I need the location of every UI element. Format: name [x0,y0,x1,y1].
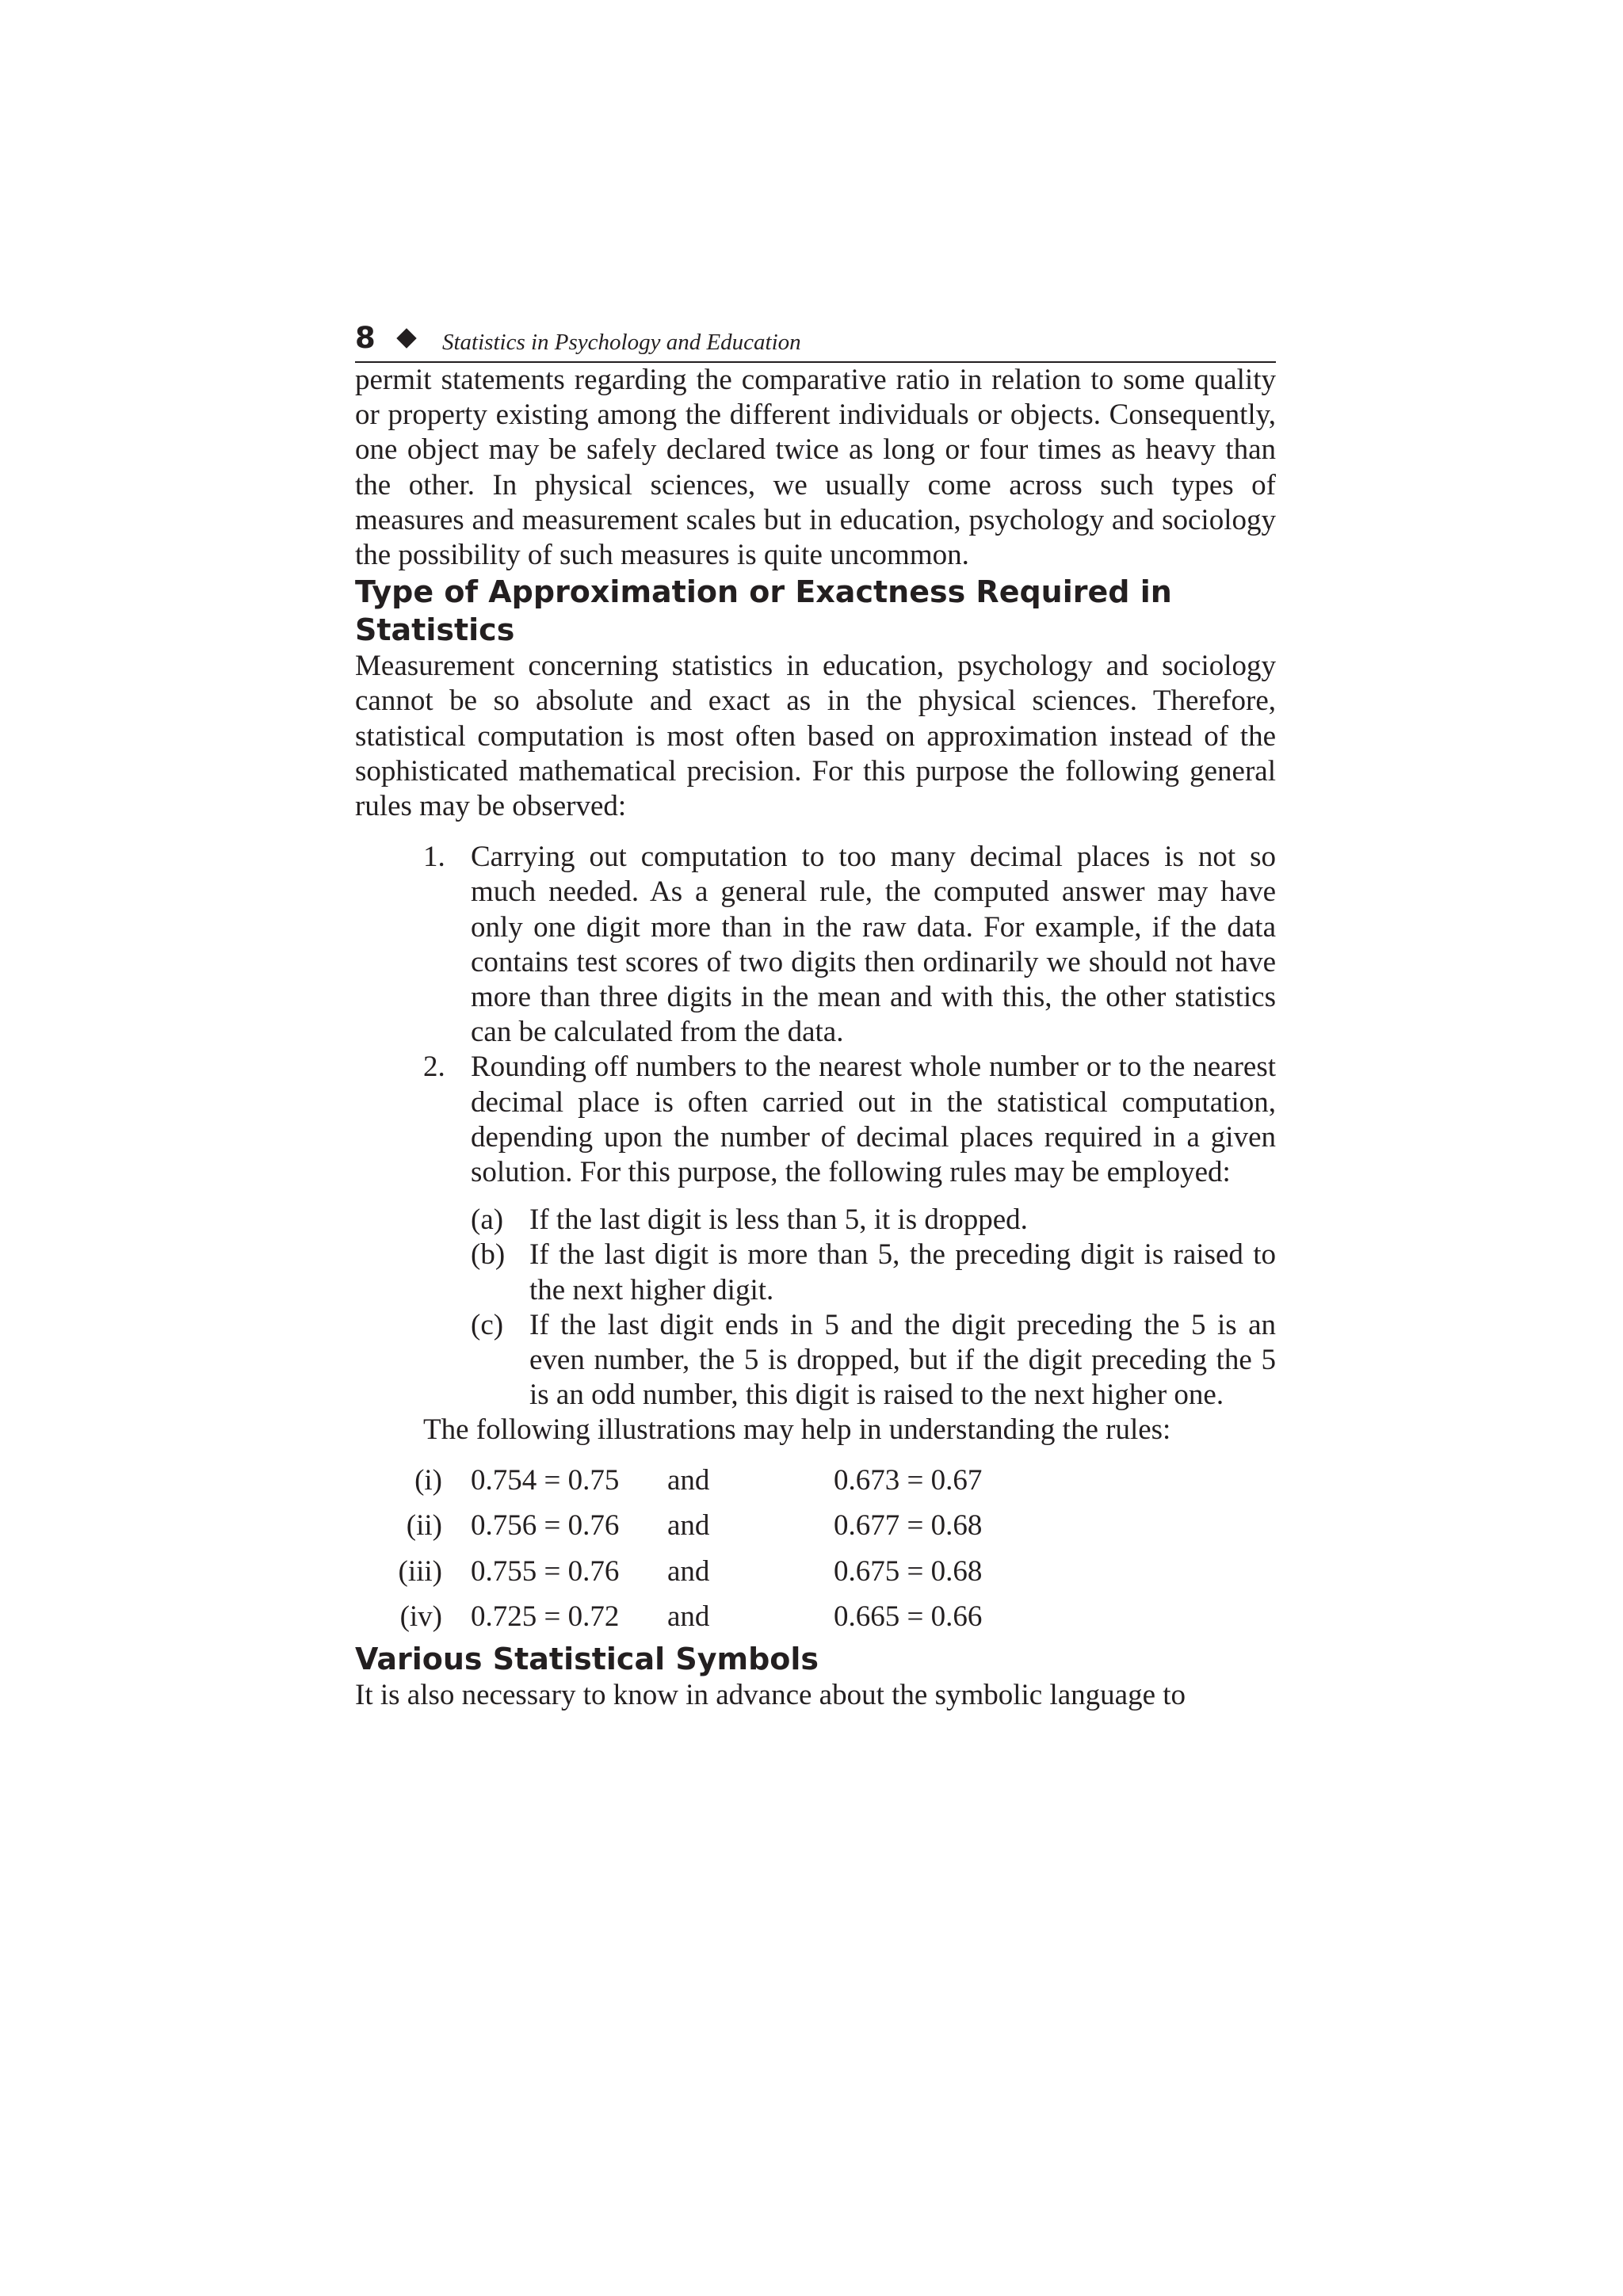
running-title: Statistics in Psychology and Education [442,330,801,355]
rule-item [355,840,1276,1050]
diamond-icon [396,328,416,348]
illustration-label: (iii) [398,1554,442,1588]
illustration-conjunction: and [667,1463,710,1497]
illustration-right: 0.673 = 0.67 [834,1463,983,1497]
illustration-label: (i) [414,1463,442,1497]
rules-list [355,840,1276,1413]
subrule-item [471,1238,1276,1307]
illustration-conjunction: and [667,1509,710,1543]
illustration-left: 0.756 = 0.76 [471,1509,620,1543]
section-paragraph-symbols: It is also necessary to know in advance about the symbolic language to [355,1678,1186,1711]
illustration-left: 0.725 = 0.72 [471,1600,620,1634]
rule-text: Rounding off numbers to the nearest whole number or to the nearest decimal place is often carried out in the statistical computation, depending upon the number of decimal places required in a given solution. For this purpose, the following rules may be employed: [471,1051,1276,1189]
running-header [355,323,1276,363]
subrule-text: If the last digit is less than 5, it is dropped. [529,1203,1028,1237]
subrule-text: If the last digit is more than 5, the preceding digit is raised to the next higher digit. [529,1238,1276,1306]
illustrations-table [355,1458,1040,1640]
illustration-intro: The following illustrations may help in understanding the rules: [423,1413,1171,1447]
illustration-conjunction: and [667,1600,710,1634]
page-number: 8 [355,321,376,355]
illustration-row [355,1594,1040,1640]
subrule-text: If the last digit ends in 5 and the digit preceding the 5 is an even number, the 5 is dropped, but if the digit preceding the 5 is an odd number, this digit is raised to the next higher one. [529,1308,1276,1412]
book-page [355,323,1276,1713]
rule-number: 2. [423,1051,445,1084]
illustration-left: 0.755 = 0.76 [471,1554,620,1588]
illustration-label: (iv) [399,1600,442,1634]
section-heading-symbols: Various Statistical Symbols [355,1641,819,1676]
rule-number: 1. [423,841,445,874]
illustration-left: 0.754 = 0.75 [471,1463,620,1497]
illustration-right: 0.675 = 0.68 [834,1554,983,1588]
illustration-row [355,1503,1040,1549]
illustration-right: 0.677 = 0.68 [834,1509,983,1543]
illustration-label: (ii) [406,1509,442,1543]
rule-text: Carrying out computation to too many decimal places is not so much needed. As a general rule, the computed answer may have only one digit more than in the raw data. For example, if the data contains test scores of two digits then ordinarily we should not have more than three digits in the mean and with this, the other statistics can be calculated from the data. [471,841,1276,1049]
subrule-label: (a) [471,1203,504,1237]
subrule-label: (c) [471,1308,504,1341]
section-heading-approximation: Type of Approximation or Exactness Required in Statistics [355,574,1172,648]
illustration-conjunction: and [667,1554,710,1588]
illustration-row [355,1458,1040,1504]
subrule-item [471,1203,1276,1238]
intro-paragraph: permit statements regarding the comparative ratio in relation to some quality or property existing among the different individuals or objects. Consequently, one object may be safely declared twice as long or four times as heavy than the other. In physical sciences, we usually come across such types of measures and measurement scales but in education, psychology and sociology the possibility of such measures is quite uncommon. [355,364,1276,572]
subrules-list [471,1203,1276,1413]
rule-item [355,1050,1276,1413]
illustration-row [355,1549,1040,1595]
subrule-item [471,1308,1276,1413]
illustration-right: 0.665 = 0.66 [834,1600,983,1634]
section-paragraph-approximation: Measurement concerning statistics in education, psychology and sociology cannot be so absolute and exact as in the physical sciences. Therefore, statistical computation is most often based on approximation instead of the sophisticated mathematical precision. For this purpose the following general rules may be observed: [355,650,1276,823]
subrule-label: (b) [471,1238,506,1272]
